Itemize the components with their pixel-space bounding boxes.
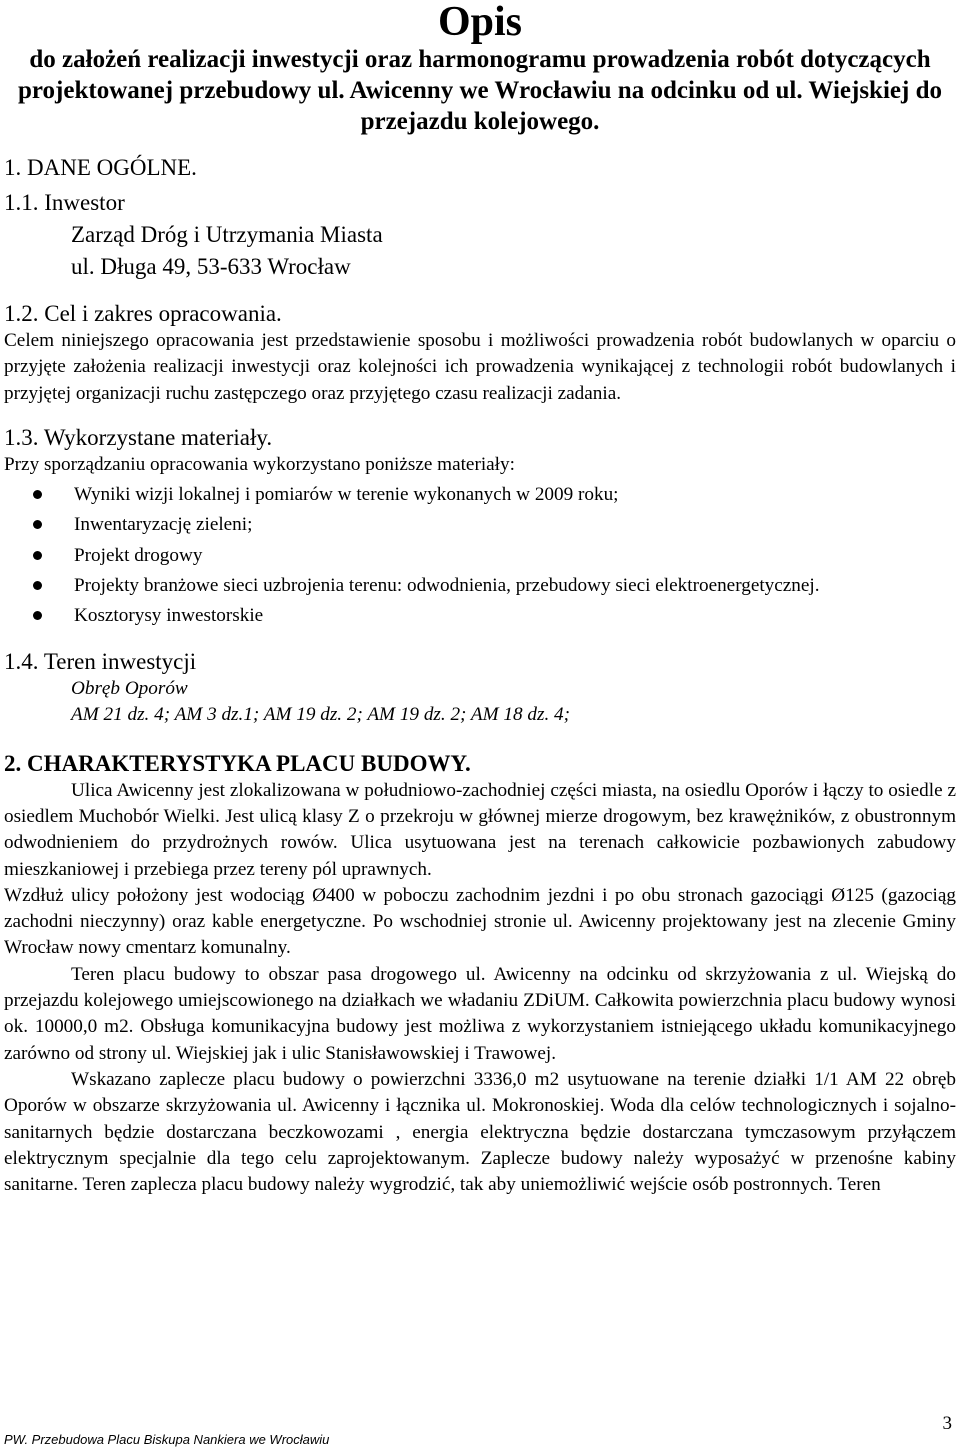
goal-heading: 1.2. Cel i zakres opracowania.: [4, 301, 282, 326]
page-footer: PW. Przebudowa Placu Biskupa Nankiera we Wrocławiu: [4, 1432, 330, 1447]
bullet-icon: [33, 611, 42, 620]
document-title: Opis: [437, 0, 523, 45]
investor-address: ul. Długa 49, 53-633 Wrocław: [71, 254, 351, 279]
paragraph-site-area: Teren placu budowy to obszar pasa drogowego ul. Awicenny na odcinku od skrzyżowania z ul. Wiejską do przejazdu kolejowego umiejscowionego na działkach we władaniu ZDiUM. Całkowita powierzchnia placu budowy wynosi ok. 10000,0 m2. Obsługa komunikacyjna budowy jest możliwa z wykorzystaniem istniejącego układu komunikacyjnego zarówno od strony ul. Wiejskiej jak i ulic Stanisławowskiej i Trawowej.: [4, 963, 956, 1064]
bullet-icon: [33, 490, 42, 499]
goal-text: Celem niniejszego opracowania jest przedstawienie sposobu i możliwości prowadzenia robót budowlanych w oparciu o przyjęte założenia realizacji inwestycji oraz kolejności ich prowadzenia wynikającej z technologii robót budowlanych i przyjętej organizacji ruchu zastępczego oraz przyjętego czasu realizacji zadania.: [4, 330, 956, 404]
paragraph-utilities: Wzdłuż ulicy położony jest wodociąg Ø400 w poboczu zachodnim jezdni i po obu stronach gazociągi Ø125 (gazociąg zachodni nieczynny) oraz kable energetyczne. Po wschodniej stronie ul. Awicenny projektowany jest na zlecenie Gminy Wrocław nowy cmentarz komunalny.: [4, 884, 956, 959]
list-item: Projekty branżowe sieci uzbrojenia terenu: odwodnienia, przebudowy sieci elektroenergetycznej.: [4, 573, 956, 599]
area-plots: AM 21 dz. 4; AM 3 dz.1; AM 19 dz. 2; AM 19 dz. 2; AM 18 dz. 4;: [71, 703, 571, 725]
list-item: Kosztorysy inwestorskie: [4, 603, 956, 629]
materials-intro: Przy sporządzaniu opracowania wykorzystano poniższe materiały:: [4, 453, 515, 475]
list-item: Wyniki wizji lokalnej i pomiarów w terenie wykonanych w 2009 roku;: [4, 482, 956, 508]
list-item: Projekt drogowy: [4, 543, 956, 569]
paragraph-site-facilities: Wskazano zaplecze placu budowy o powierzchni 3336,0 m2 usytuowane na terenie działki 1/1 AM 22 obręb Oporów w obszarze skrzyżowania ul. Awicenny i łącznika ul. Mokronoskiej. Woda dla celów technologicznych i sojalno-sanitarnych będzie dostarczana beczkowozami , energia elektryczna będzie dostarczana tymczasowym przyłączem elektrycznym specjalnie dla tego celu zaprojektowanym. Zaplecze budowy należy wyposażyć w przenośne kabiny sanitarne. Teren zaplecza placu budowy należy wygrodzić, tak aby uniemożliwić wejście osób postronnych. Teren: [4, 1068, 956, 1196]
document-subtitle: do założeń realizacji inwestycji oraz harmonogramu prowadzenia robót dotyczących projektowanej przebudowy ul. Awicenny we Wrocławiu na odcinku od ul. Wiejskiej do przejazdu kolejowego.: [18, 46, 942, 135]
bullet-icon: [33, 520, 42, 529]
paragraph-location: Ulica Awicenny jest zlokalizowana w południowo-zachodniej części miasta, na osiedlu Oporów i łączy to osiedle z osiedlem Muchobór Wielki. Jest ulicą klasy Z o przekroju w głównej mierze drogowym, bez krawężników, z obustronnym odwodnieniem do przydrożnych rowów. Ulica usytuowana jest na terenach całkowicie pozbawionych zabudowy mieszkaniowej i przebiega przez tereny pól uprawnych.: [4, 779, 956, 880]
section-heading-dane-ogolne: 1. DANE OGÓLNE.: [4, 155, 197, 180]
bullet-icon: [33, 551, 42, 560]
page-number: 3: [942, 1413, 952, 1434]
section-heading-charakterystyka: 2. CHARAKTERYSTYKA PLACU BUDOWY.: [4, 750, 471, 776]
area-precinct: Obręb Oporów: [71, 677, 188, 699]
bullet-icon: [33, 581, 42, 590]
investor-heading: 1.1. Inwestor: [4, 190, 125, 215]
materials-list: [4, 482, 956, 629]
document-page: [4, 0, 956, 1198]
materials-heading: 1.3. Wykorzystane materiały.: [4, 424, 273, 450]
investor-name: Zarząd Dróg i Utrzymania Miasta: [71, 222, 383, 247]
list-item: Inwentaryzację zieleni;: [4, 512, 956, 538]
area-heading: 1.4. Teren inwestycji: [4, 648, 197, 674]
